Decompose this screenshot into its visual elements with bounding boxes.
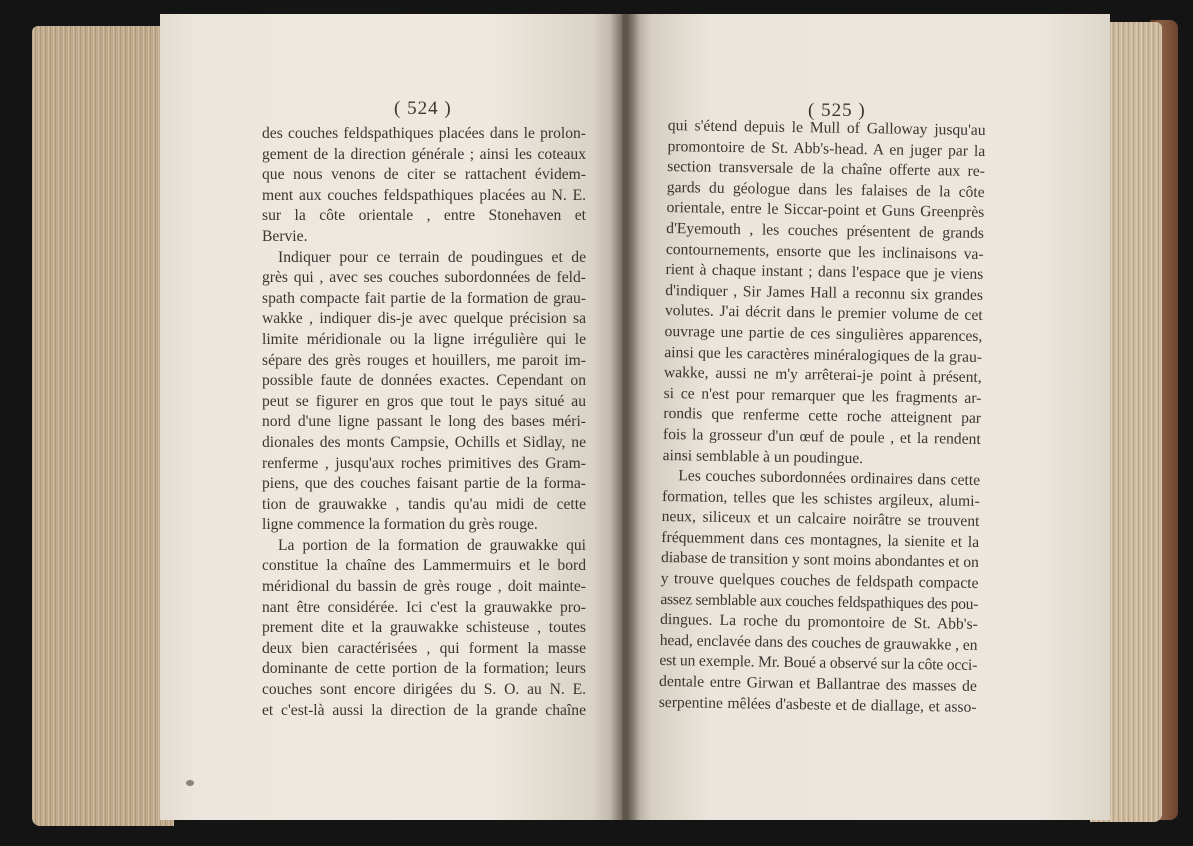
text-line: diabase de transition y sont moins abondantes et on: [660, 549, 979, 572]
left-page-edges: [32, 26, 174, 826]
text-line: La portion de la formation de grauwakke qui: [278, 536, 586, 554]
text-line: couches sont encore dirigées du S. O. au N. E.: [262, 681, 586, 699]
ink-blot: [186, 780, 194, 786]
text-line: Les couches subordonnées ordinaires dans cette: [678, 467, 981, 490]
text-line: serpentine mêlées d'asbeste et de diallage, et asso-: [658, 693, 977, 716]
text-line: fréquemment dans ces montagnes, la sienite et la: [661, 528, 980, 551]
text-line: méridional du bassin de grès rouge , doit mainte-: [262, 578, 586, 596]
text-line: section transversale de la chaîne offerte aux re-: [667, 158, 986, 181]
text-line: dingues. La roche du promontoire de St. Abb's-: [659, 611, 978, 634]
text-line: dentale entre Girwan et Ballantrae des masses de: [658, 672, 977, 695]
text-line: constitue la chaîne des Lammermuirs et le bord: [262, 557, 586, 575]
text-line: ouvrage une partie de ces singulières apparences,: [664, 322, 983, 345]
text-line: promontoire de St. Abb's-head. A en juger par la: [667, 137, 986, 160]
text-line: dionales des monts Campsie, Ochills et Sidlay, ne: [262, 433, 586, 451]
text-line: ment aux couches feldspathiques placées au N. E.: [262, 186, 586, 204]
text-line: possible faute de données exactes. Cependant on: [262, 372, 586, 390]
text-line: que nous venons de citer se rattachent évidem-: [262, 166, 586, 184]
right-page-number: ( 525 ): [808, 100, 866, 121]
text-line: fois la grosseur d'un œuf de poule , et la rendent: [662, 425, 981, 448]
text-line: neux, siliceux et un calcaire noirâtre se trouvent: [661, 508, 980, 531]
text-line: deux bien caractérisées , qui forment la masse: [262, 639, 586, 657]
text-line: d'Eyemouth , les couches présentent de grands: [666, 219, 985, 242]
text-line: peut se figurer en gros que tout le pays situé au: [262, 392, 586, 410]
text-line: nord d'une ligne passant le long des bases méri-: [262, 413, 586, 431]
text-line: spath compacte fait partie de la formation de grau-: [262, 289, 586, 307]
text-line: ainsi semblable à un poudingue.: [662, 446, 864, 467]
text-line: prement dite et la grauwakke schisteuse , toutes: [262, 619, 586, 637]
text-line: wakke, aussi ne m'y arrêterai-je point à présent,: [663, 364, 982, 387]
text-line: limite méridionale ou la ligne irrégulière qui le: [262, 330, 586, 348]
text-line: piens, que des couches faisant partie de la forma-: [262, 475, 586, 493]
text-line: gards du géologue dans les falaises de la côte: [666, 178, 985, 201]
text-line: qui s'étend depuis le Mull of Galloway jusqu'au: [667, 116, 986, 139]
text-line: gement de la direction générale ; ainsi les coteaux: [262, 145, 586, 163]
text-line: renferme , jusqu'aux roches primitives des Gram-: [262, 454, 586, 472]
text-line: contournements, ensorte que les inclinaisons va-: [665, 240, 984, 263]
text-line: rient à chaque instant ; dans l'espace que je viens: [665, 261, 984, 284]
text-line: volutes. J'ai décrit dans le premier volume de cet: [664, 302, 983, 325]
text-line: assez semblable aux couches feldspathiques des pou-: [660, 590, 979, 613]
text-line: des couches feldspathiques placées dans le prolon-: [262, 125, 586, 142]
text-line: sur la côte orientale , entre Stonehaven et: [262, 207, 586, 225]
text-line: si ce n'est pour remarquer que les fragments ar-: [663, 384, 982, 407]
text-line: grès qui , avec ses couches subordonnées de feld-: [262, 269, 586, 287]
text-line: formation, telles que les schistes argileux, alumi-: [661, 487, 980, 510]
text-line: est un exemple. Mr. Boué a observé sur la côte occi-: [659, 652, 978, 675]
book-gutter: [610, 14, 640, 820]
text-line: Indiquer pour ce terrain de poudingues et de: [278, 248, 586, 266]
text-line: wakke , indiquer dis-je avec quelque précision sa: [262, 310, 586, 328]
text-line: Bervie.: [262, 227, 308, 245]
text-line: ligne commence la formation du grès rouge.: [262, 516, 538, 534]
text-line: head, enclavée dans des couches de grauwakke , en: [659, 631, 978, 654]
text-line: orientale, entre le Siccar-point et Guns Greenprès: [666, 199, 985, 222]
text-line: dominante de cette portion de la formation; leurs: [262, 660, 586, 678]
left-page-number: ( 524 ): [394, 98, 452, 119]
text-line: ainsi que les caractères minéralogiques de la grau-: [664, 343, 983, 366]
text-line: sépare des grès rouges et houillers, me paroit im-: [262, 351, 586, 369]
left-page-text: [262, 124, 586, 721]
text-line: et c'est-là aussi la direction de la grande chaîne: [262, 701, 586, 719]
text-line: tion de grauwakke , tandis qu'au midi de cette: [262, 495, 586, 513]
text-line: y trouve quelques couches de feldspath compacte: [660, 570, 979, 592]
right-page-text: [659, 116, 986, 718]
text-line: d'indiquer , Sir James Hall a reconnu six grandes: [665, 281, 984, 304]
text-line: rondis que renferme cette roche atteignent par: [663, 405, 982, 428]
text-line: nant être considérée. Ici c'est la grauwakke pro-: [262, 598, 586, 616]
